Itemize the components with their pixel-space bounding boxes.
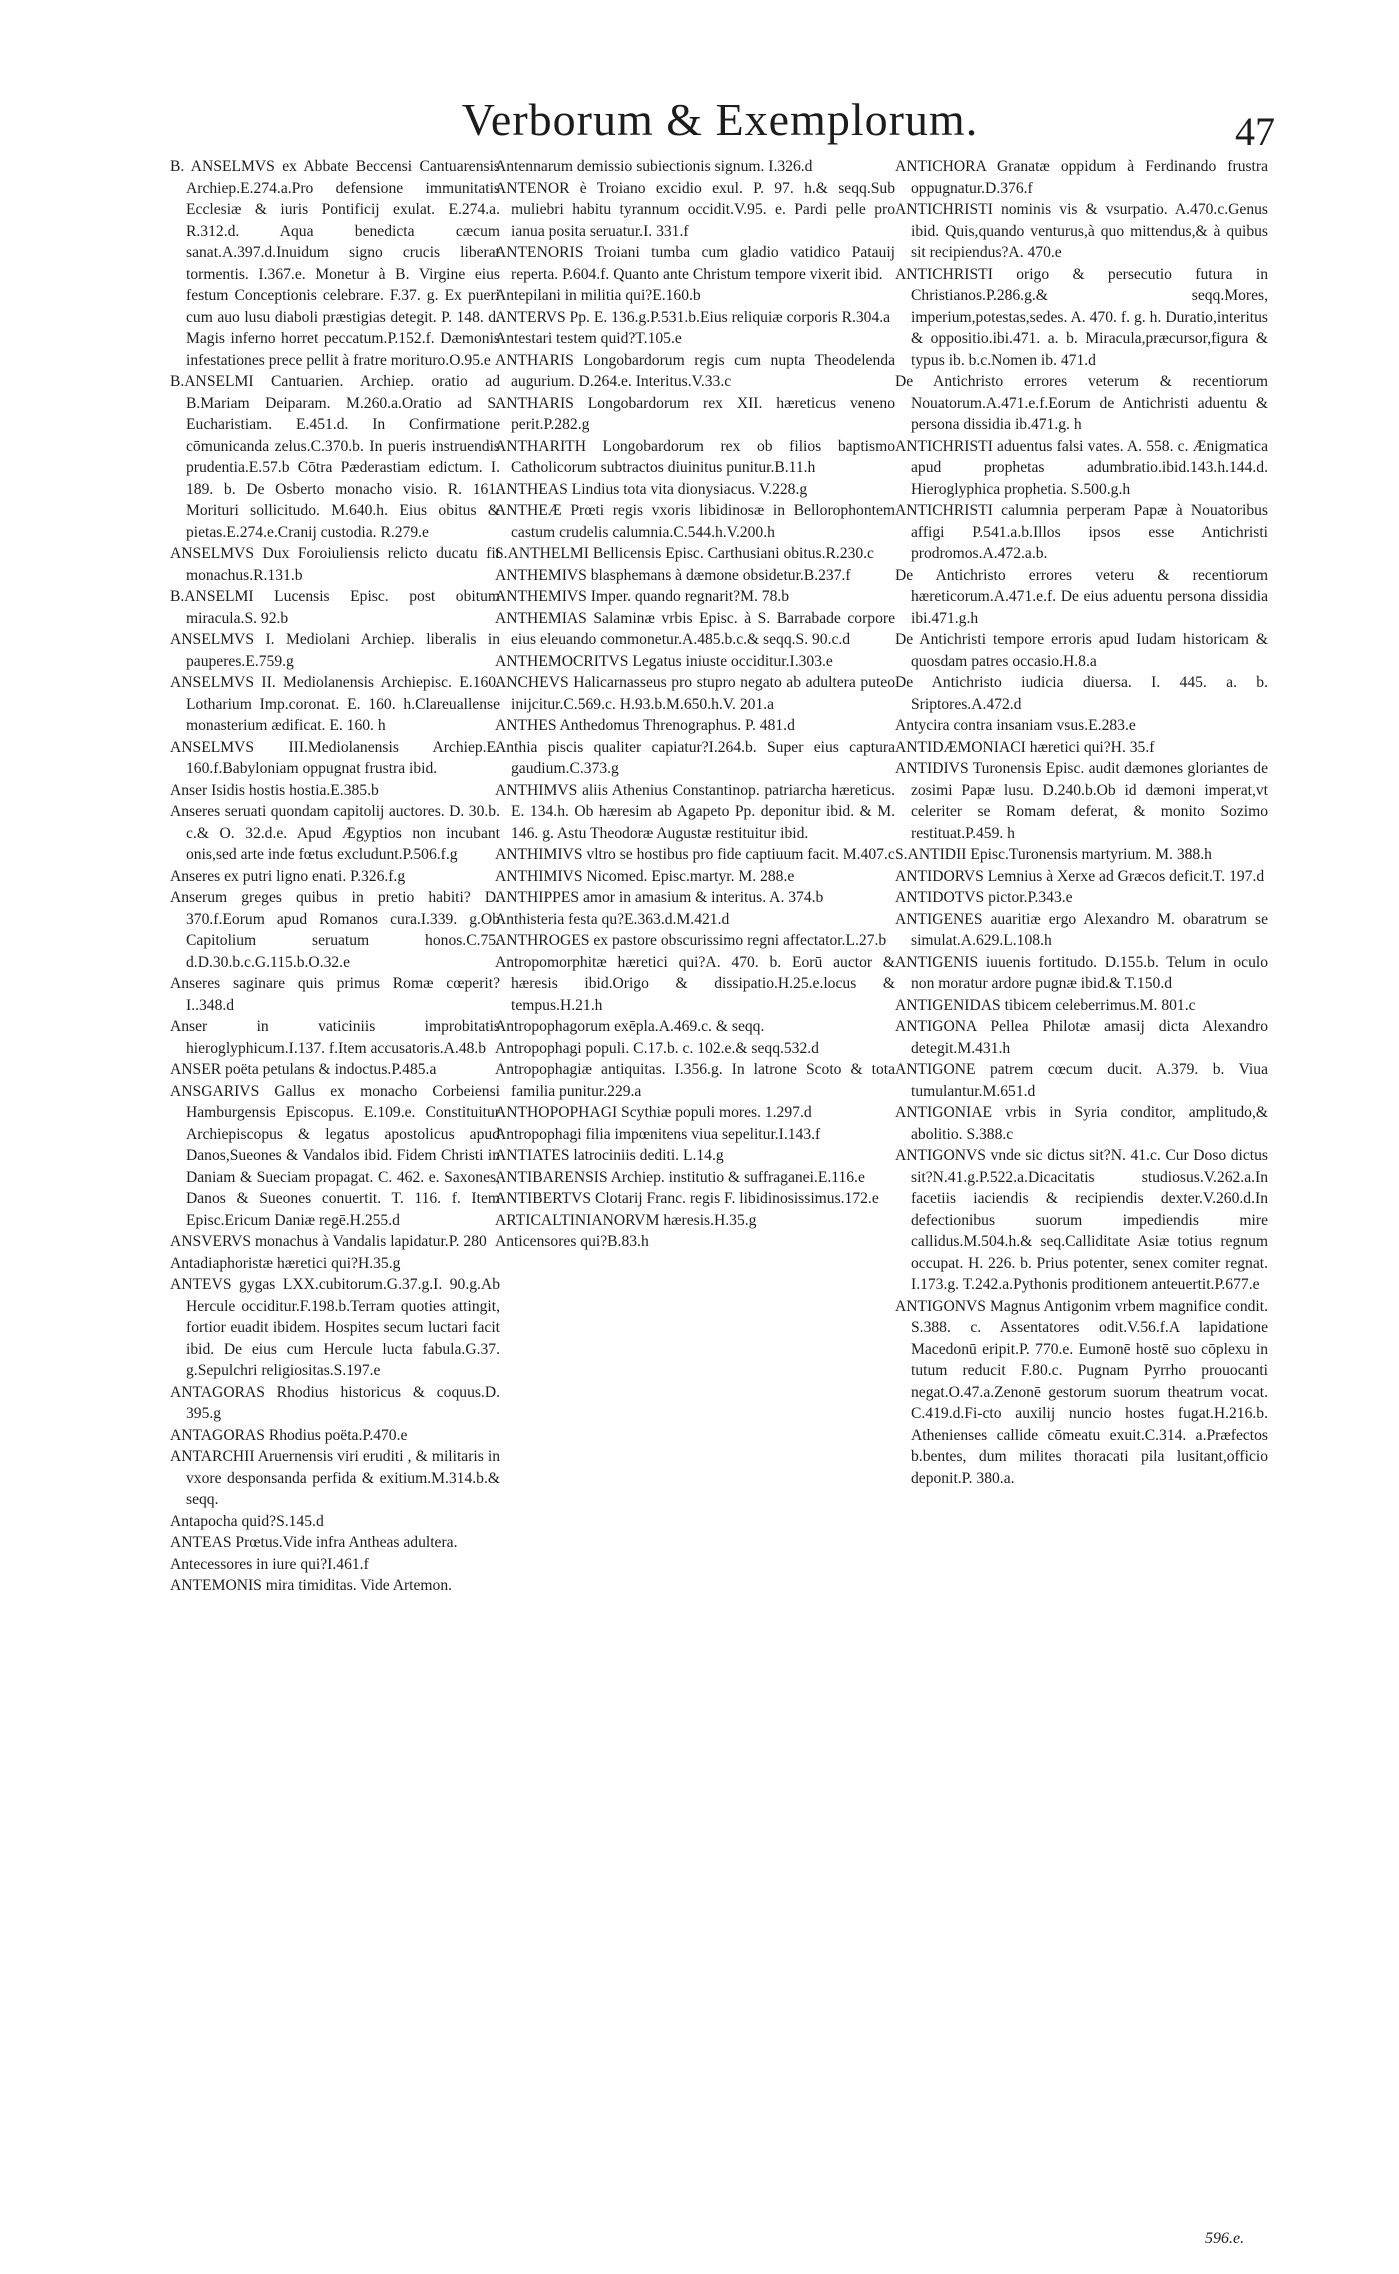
index-entry: De Antichristo iudicia diuersa. I. 445. a. b. Sriptores.A.472.d xyxy=(895,674,1268,713)
index-entry: Anseres saginare quis primus Romæ cœperit?I..348.d xyxy=(170,975,500,1014)
running-title: Verborum & Exemplorum. xyxy=(461,94,979,145)
index-entry: Antepilani in militia qui?E.160.b xyxy=(495,287,701,304)
catchword: 596.e. xyxy=(1205,2230,1245,2247)
index-entry: ANTIDOTVS pictor.P.343.e xyxy=(895,889,1073,906)
index-entry: Antycira contra insaniam vsus.E.283.e xyxy=(895,717,1136,734)
index-entry: Anser in vaticiniis improbitatis hieroglyphicum.I.137. f.Item accusatoris.A.48.b xyxy=(170,1018,500,1057)
index-entry: ANSELMVS I. Mediolani Archiep. liberalis in pauperes.E.759.g xyxy=(170,631,500,670)
index-entry: Antropophagiæ antiquitas. I.356.g. In latrone Scoto & tota familia punitur.229.a xyxy=(495,1061,895,1100)
index-entry: ANTIGENIDAS tibicem celeberrimus.M. 801.c xyxy=(895,996,1196,1014)
index-entry: B. ANSELMVS ex Abbate Beccensi Cantuarensis Archiep.E.274.a.Pro defensione immunitatis Ecclesiæ & iuris Pontificij exulat. E.274.a. R.312.d. Aqua benedicta cæcum sanat.A.397.d.Inuidum signo crucis liberat tormentis. I.367.e. Monetur à B. Virgine eius festum Conceptionis celebrare. F.37. g. Ex pueri cum auo lusu diaboli præstigias detegit. P. 148. d. Magis inferno horret peccatum.P.152.f. Dæmonis infestationes prece pellit à fratre morituro.O.95.e xyxy=(170,158,500,369)
index-entry: ANTHEMIVS Imper. quando regnarit?M. 78.b xyxy=(495,588,790,605)
index-entry: ANTICHRISTI aduentus falsi vates. A. 558. c. Ænigmatica apud prophetas adumbratio.ibid.143.h.144.d. Hieroglyphica prophetia. S.500.g.h xyxy=(895,437,1268,498)
index-entry: Anthia piscis qualiter capiatur?I.264.b. Super eius captura gaudium.C.373.g xyxy=(495,738,895,777)
index-entry: Anthisteria festa qu?E.363.d.M.421.d xyxy=(495,910,730,928)
index-entry: Antropophagi filia impœnitens viua sepelitur.I.143.f xyxy=(495,1125,821,1143)
index-entry: ANSELMVS III.Mediolanensis Archiep.E. 160.f.Babyloniam oppugnat frustra ibid. xyxy=(170,738,500,777)
index-entry: ANTHROGES ex pastore obscurissimo regni affectator.L.27.b xyxy=(495,932,887,949)
index-entry: ANTICHRISTI nominis vis & vsurpatio. A.470.c.Genus ibid. Quis,quando venturus,à quo mittendus,& à quibus sit recipiendus?A. 470.e xyxy=(895,201,1268,261)
index-entry: ANTHEMIAS Salaminæ vrbis Episc. à S. Barrabade corpore eius eleuando commonetur.A.485.b.c.& seqq.S. 90.c.d xyxy=(495,609,895,648)
index-entry: Antestari testem quid?T.105.e xyxy=(495,330,682,347)
index-entry: ANTHEMIVS blasphemans à dæmone obsidetur.B.237.f xyxy=(495,566,851,584)
index-entry: ANTIDIVS Turonensis Episc. audit dæmones gloriantes de zosimi Papæ lusu. D.240.b.Ob id dæmoni imperat,vt celeriter se Romam deferat, & monito Sozimo restituat.P.459. h xyxy=(895,760,1268,842)
index-entry: ANTICHORA Granatæ oppidum à Ferdinando frustra oppugnatur.D.376.f xyxy=(895,158,1268,197)
index-entry: Antennarum demissio subiectionis signum. I.326.d xyxy=(495,158,813,175)
index-entry: Antapocha quid?S.145.d xyxy=(170,1512,324,1530)
index-entry: ANTIDORVS Lemnius à Xerxe ad Græcos deficit.T. 197.d xyxy=(895,867,1265,885)
index-entry: ANSGARIVS Gallus ex monacho Corbeiensi Hamburgensis Episcopus. E.109.e. Constituitur Archiepiscopus & legatus apostolicus apud Danos,Sueones & Vandalos ibid. Fidem Christi in Daniam & Sueciam propagat. C. 462. e. Saxones, Danos & Sueones conuertit. T. 116. f. Item Episc.Ericum Daniæ regē.H.255.d xyxy=(170,1082,500,1229)
index-column-left xyxy=(170,156,500,1597)
index-entry: Antropomorphitæ hæretici qui?A. 470. b. Eorū auctor & hæresis ibid.Origo & dissipatio.H.25.e.locus & tempus.H.21.h xyxy=(495,953,895,1014)
index-entry: ANCHEVS Halicarnasseus pro stupro negato ab adultera puteo inijcitur.C.569.c. H.93.b.M.650.h.V. 201.a xyxy=(495,674,895,713)
index-entry: Antecessores in iure qui?I.461.f xyxy=(170,1555,369,1573)
index-entry: ANTIBARENSIS Archiep. institutio & suffraganei.E.116.e xyxy=(495,1168,865,1186)
index-entry: ANTHEAS Lindius tota vita dionysiacus. V.228.g xyxy=(495,480,808,498)
index-entry: ANTIGONVS Magnus Antigonim vrbem magnifice condit. S.388. c. Assentatores odit.V.56.f.A lapidatione Macedonū eripit.P. 770.e. Eumonē hostē suo cōplexu in tutum reducit F.80.c. Pugnam Pyrrho prouocanti negat.O.47.a.Zenonē gestorum suorum theatrum vocat. C.419.d.Fi-cto auxilij nuncio hostes fugat.H.216.b. Athenienses callide cōmeatu exuit.C.314. a.Præfectos b.bentes, dum milites thoracati pila lusitant,officio deponit.P. 380.a. xyxy=(895,1297,1268,1487)
index-entry: ANTHEMOCRITVS Legatus iniuste occiditur.I.303.e xyxy=(495,652,833,670)
index-entry: ANTIGENES auaritiæ ergo Alexandro M. obaratrum se simulat.A.629.L.108.h xyxy=(895,910,1268,949)
index-entry: ANSER poëta petulans & indoctus.P.485.a xyxy=(170,1061,437,1078)
index-entry: ANTERVS Pp. E. 136.g.P.531.b.Eius reliquiæ corporis R.304.a xyxy=(495,308,891,326)
index-entry: B.ANSELMI Cantuarien. Archiep. oratio ad B.Mariam Deiparam. M.260.a.Oratio ad S. Eucharistiam. E.451.d. In Confirmatione cōmunicanda zelus.C.370.b. In pueris instruendis prudentia.E.57.b Cōtra Pæderastiam edictum. I. 189. b. De Osberto monacho visio. R. 161. Moriturі sollicitudo. M.640.h. Eius obitus & pietas.E.274.e.Cranij custodia. R.279.e xyxy=(170,373,500,541)
index-entry: De Antichristi tempore erroris apud Iudam historicam & quosdam patres occasio.H.8.a xyxy=(895,631,1268,670)
index-entry: Anticensores qui?B.83.h xyxy=(495,1233,649,1250)
index-entry: ANTEAS Prœtus.Vide infra Antheas adultera. xyxy=(170,1534,458,1551)
index-column-middle xyxy=(495,156,895,1253)
index-entry: B.ANSELMI Lucensis Episc. post obitum miracula.S. 92.b xyxy=(170,588,500,627)
index-entry: ANTEMONIS mira timiditas. Vide Artemon. xyxy=(170,1577,453,1594)
index-entry: ANTIGENIS iuuenis fortitudo. D.155.b. Telum in oculo non moratur ardore pugnæ ibid.& T.150.d xyxy=(895,953,1268,992)
index-entry: Anser Isidis hostis hostia.E.385.b xyxy=(170,781,379,799)
index-entry: ANTHIMIVS vltro se hostibus pro fide captiuum facit. M.407.c xyxy=(495,846,895,863)
index-entry: ANTHIPPES amor in amasium & interitus. A. 374.b xyxy=(495,889,824,906)
index-entry: ANTHIMVS aliis Athenius Constantinop. patriarcha hæreticus. E. 134.h. Ob hæresim ab Agapeto Pp. deponitur ibid. & M. 146. g. Astu Theodoræ Augustæ restituitur ibid. xyxy=(495,781,895,842)
index-entry: Antadiaphoristæ hæretici qui?H.35.g xyxy=(170,1254,401,1272)
index-entry: Anseres seruati quondam capitolij auctores. D. 30.b. c.& O. 32.d.e. Apud Ægyptios non incubant onis,sed arte inde fœtus excludunt.P.506.f.g xyxy=(170,803,500,863)
index-entry: ANTHOPOPHAGI Scythiæ populi mores. 1.297.d xyxy=(495,1104,812,1121)
index-entry: ANTHARITH Longobardorum rex ob filios baptismo Catholicorum subtractos diuinitus punitur.B.11.h xyxy=(495,437,895,476)
index-entry: ANTHARIS Longobardorum regis cum nupta Theodelenda augurium. D.264.e. Interitus.V.33.c xyxy=(495,351,895,390)
index-entry: ANTAGORAS Rhodius historicus & coquus.D. 395.g xyxy=(170,1383,500,1422)
index-entry: ARTICALTINIANORVM hæresis.H.35.g xyxy=(495,1211,757,1229)
index-entry: ANTHES Anthedomus Threnographus. P. 481.d xyxy=(495,717,795,734)
index-entry: ANTHARIS Longobardorum rex XII. hæreticus veneno perit.P.282.g xyxy=(495,394,895,433)
index-entry: ANTHEÆ Prœti regis vxoris libidinosæ in Bellorophontem castum crudelis calumnia.C.544.h.V.200.h xyxy=(495,502,895,541)
index-entry: ANSVERVS monachus à Vandalis lapidatur.P. 280 xyxy=(170,1233,487,1250)
index-entry: ANTIDÆMONIACI hæretici qui?H. 35.f xyxy=(895,738,1155,756)
index-entry: ANTICHRISTI calumnia perperam Papæ à Nouatoribus affigi P.541.a.b.Illos ipsos esse Antichristi prodromos.A.472.a.b. xyxy=(895,502,1268,562)
index-entry: ANTIGONVS vnde sic dictus sit?N. 41.c. Cur Doso dictus sit?N.41.g.P.522.a.Dicacitatis studiosus.V.262.a.In facetiis iaciendis & recipiendis dexter.V.260.d.In defectionibus suorum impediendis mire callidus.M.504.h.& seq.Calliditate Asiæ totius regnum occupat. H. 226. b. Prius potenter, senex comiter regnat. I.173.g. T.242.a.Pythonis proditionem anteuertit.P.677.e xyxy=(895,1147,1268,1293)
index-entry: ANTAGORAS Rhodius poëta.P.470.e xyxy=(170,1426,408,1444)
index-entry: ANTEVS gygas LXX.cubitorum.G.37.g.I. 90.g.Ab Hercule occiditur.F.198.b.Terram quoties attingit, fortior euadit ibidem. Hospites secum luctari facit ibid. De eius cum Hercule lucta fabula.G.37. g.Sepulchri religiositas.S.197.e xyxy=(170,1276,500,1379)
index-entry: ANTIGONIAE vrbis in Syria conditor, amplitudo,& abolitio. S.388.c xyxy=(895,1104,1268,1143)
index-entry: Antropophagorum exēpla.A.469.c. & seqq. xyxy=(495,1018,765,1035)
index-entry: De Antichristo errores veteru & recentiorum hæreticorum.A.471.e.f. De eius aduentu persona dissidia ibi.471.g.h xyxy=(895,566,1268,627)
index-entry: S.ANTHELMI Bellicensis Episc. Carthusiani obitus.R.230.c xyxy=(495,545,874,562)
index-entry: ANSELMVS Dux Foroiuliensis relicto ducatu fit monachus.R.131.b xyxy=(170,545,500,584)
index-entry: Anseres ex putri ligno enati. P.326.f.g xyxy=(170,867,406,885)
index-entry: ANTENORIS Troiani tumba cum gladio vatidico Patauij reperta. P.604.f. Quanto ante Christum tempore vixerit ibid. xyxy=(495,244,895,283)
index-entry: ANTIBERTVS Clotarij Franc. regis F. libidinosissimus.172.e xyxy=(495,1190,879,1207)
index-entry: ANTIATES latrociniis dediti. L.14.g xyxy=(495,1147,724,1164)
index-entry: Antropophagi populi. C.17.b. c. 102.e.& seqq.532.d xyxy=(495,1039,819,1057)
index-entry: ANSELMVS II. Mediolanensis Archiepisc. E.160. Lotharium Imp.coronat. E. 160. h.Clareuallense monasterium ædificat. E. 160. h xyxy=(170,674,500,734)
index-entry: ANTICHRISTI origo & persecutio futura in Christianos.P.286.g.& seqq.Mores, imperium,potestas,sedes. A. 470. f. g. h. Duratio,interitus & oppositio.ibi.471. a. b. Miracula,præcursor,figura & typus ib. b.c.Nomen ib. 471.d xyxy=(895,265,1268,369)
index-entry: S.ANTIDII Episc.Turonensis martyrium. M. 388.h xyxy=(895,846,1212,863)
index-entry: De Antichristo errores veterum & recentiorum Nouatorum.A.471.e.f.Eorum de Antichristi aduentu & persona dissidia ib.471.g. h xyxy=(895,373,1268,433)
index-entry: ANTIGONE patrem cœcum ducit. A.379. b. Viua tumulantur.M.651.d xyxy=(895,1061,1268,1100)
page-number: 47 xyxy=(1235,109,1275,154)
index-entry: ANTIGONA Pellea Philotæ amasij dicta Alexandro detegit.M.431.h xyxy=(895,1018,1268,1057)
index-column-right xyxy=(895,156,1268,1489)
index-entry: ANTENOR è Troiano excidio exul. P. 97. h.& seqq.Sub muliebri habitu tyrannum occidit.V.95. e. Pardi pelle pro ianua posita seruatur.I. 331.f xyxy=(495,179,895,240)
index-entry: ANTARCHII Aruernensis viri eruditi , & militaris in vxore desponsanda perfida & exitium.M.314.b.& seqq. xyxy=(170,1448,500,1508)
index-entry: ANTHIMIVS Nicomed. Episc.martyr. M. 288.e xyxy=(495,867,795,885)
index-entry: Anserum greges quibus in pretio habiti? D. 370.f.Eorum apud Romanos cura.I.339. g.Ob Capitolium seruatum honos.C.75. d.D.30.b.c.G.115.b.O.32.e xyxy=(170,889,500,971)
